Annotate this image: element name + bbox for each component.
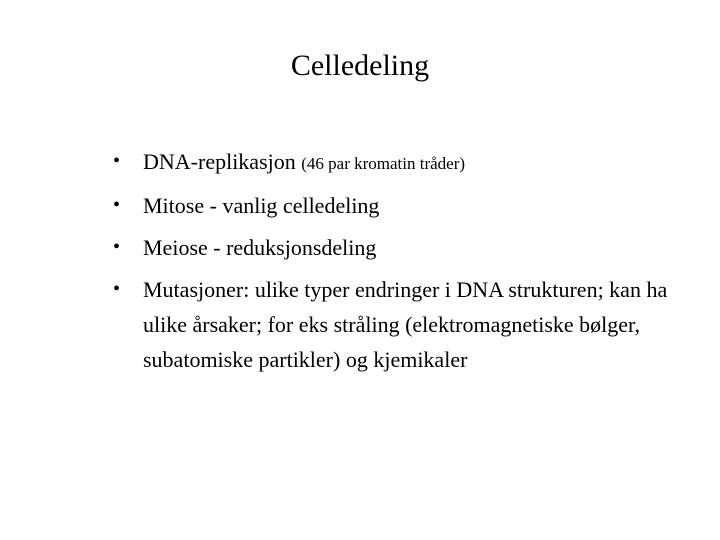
bullet-dot-icon: • xyxy=(113,236,121,258)
slide-title: Celledeling xyxy=(290,49,430,82)
bullet-note: (46 par kromatin tråder) xyxy=(301,154,466,173)
bullet-text: Meiose - reduksjonsdeling xyxy=(143,235,377,260)
bullet-list xyxy=(113,144,673,384)
bullet-item-meiosis xyxy=(113,230,673,265)
bullet-text: Mitose - vanlig celledeling xyxy=(143,193,380,218)
bullet-item-mutations xyxy=(113,272,673,377)
bullet-text: DNA-replikasjon xyxy=(143,149,302,174)
bullet-item-mitosis xyxy=(113,188,673,223)
bullet-dot-icon: • xyxy=(113,194,121,216)
bullet-dot-icon: • xyxy=(113,150,121,172)
bullet-item-dna-replication xyxy=(113,144,673,181)
bullet-text: Mutasjoner: ulike typer endringer i DNA strukturen; kan ha ulike årsaker; for eks stråling (elektromagnetiske bølger, subatomiske partikler) og kjemikaler xyxy=(143,277,668,372)
bullet-dot-icon: • xyxy=(113,278,121,300)
